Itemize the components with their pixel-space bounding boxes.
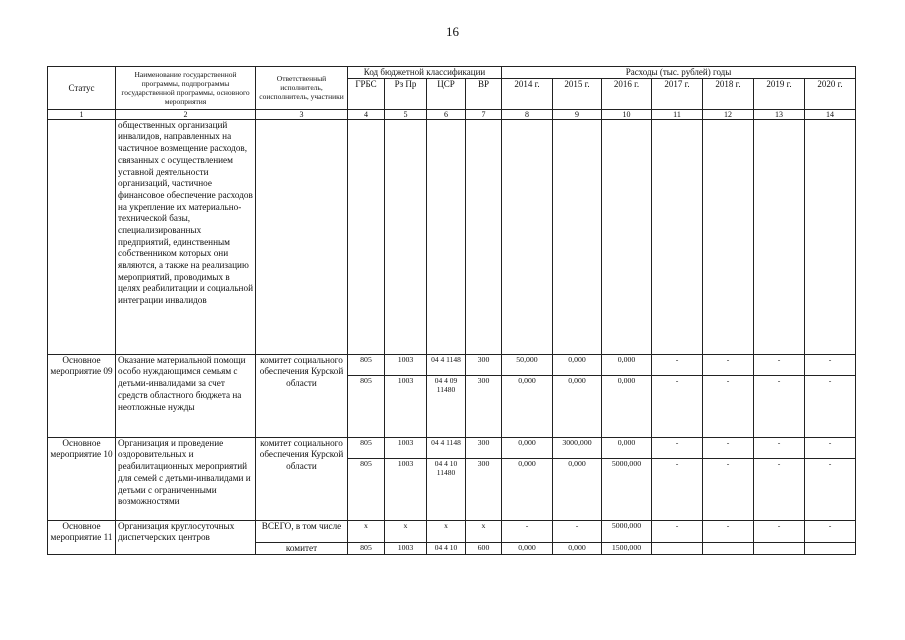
year-2018-cell — [703, 542, 754, 555]
row-name: Оказание материальной помощи особо нуждающимся семьям с детьми-инвалидами за счет средств областного бюджета на неотложные нужды — [116, 354, 256, 437]
continuation-row — [48, 119, 856, 354]
col-number: 3 — [256, 109, 348, 119]
col-number: 12 — [703, 109, 754, 119]
year-2014-cell: 50,000 — [502, 354, 553, 375]
header-rzpr: Рз Пр — [385, 78, 427, 109]
year-2018-cell: - — [703, 375, 754, 437]
year-2018-cell: - — [703, 458, 754, 520]
year-2014-cell: 0,000 — [502, 437, 553, 458]
col-number: 13 — [754, 109, 805, 119]
row-responsible: комитет социального обеспечения Курской области — [256, 354, 348, 437]
col-number: 5 — [385, 109, 427, 119]
vr-cell: 300 — [466, 375, 502, 437]
vr-cell: 300 — [466, 458, 502, 520]
csr-cell: 04 4 10 — [427, 542, 466, 555]
header-status: Статус — [48, 67, 116, 110]
header-csr: ЦСР — [427, 78, 466, 109]
row-status: Основное мероприятие 11 — [48, 520, 116, 555]
year-2017-cell: - — [652, 458, 703, 520]
rzpr-cell: 1003 — [385, 437, 427, 458]
year-2018-cell: - — [703, 354, 754, 375]
year-2018-cell: - — [703, 520, 754, 542]
grbs-cell: х — [348, 520, 385, 542]
year-2016-cell: 0,000 — [602, 354, 652, 375]
year-2016-cell: 0,000 — [602, 437, 652, 458]
year-2017-cell: - — [652, 354, 703, 375]
header-year-2015: 2015 г. — [553, 78, 602, 109]
grbs-cell: 805 — [348, 354, 385, 375]
col-number: 10 — [602, 109, 652, 119]
header-expenses: Расходы (тыс. рублей) годы — [502, 67, 856, 79]
continuation-text: общественных организаций инвалидов, направленных на частичное возмещение расходов, связанных с осуществлением уставной деятельности организаций, частичное финансовое обеспечение расходов на укрепление их материально-технической базы, специализированных предприятий, единственным собственником которых они являются, а также на реализацию мероприятий, проводимых в целях реабилитации и социальной интеграции инвалидов — [116, 119, 256, 354]
year-2019-cell: - — [754, 375, 805, 437]
year-2019-cell: - — [754, 458, 805, 520]
year-2014-cell: 0,000 — [502, 542, 553, 555]
col-number: 1 — [48, 109, 116, 119]
year-2015-cell: 0,000 — [553, 375, 602, 437]
year-2017-cell: - — [652, 437, 703, 458]
row-responsible: комитет — [256, 542, 348, 555]
rzpr-cell: 1003 — [385, 458, 427, 520]
grbs-cell: 805 — [348, 375, 385, 437]
header-year-2018: 2018 г. — [703, 78, 754, 109]
table-row — [48, 437, 856, 458]
year-2019-cell: - — [754, 354, 805, 375]
year-2014-cell: 0,000 — [502, 375, 553, 437]
grbs-cell: 805 — [348, 437, 385, 458]
budget-table — [47, 66, 856, 555]
col-number: 9 — [553, 109, 602, 119]
year-2014-cell: - — [502, 520, 553, 542]
rzpr-cell: 1003 — [385, 354, 427, 375]
rzpr-cell: 1003 — [385, 375, 427, 437]
table-row — [48, 354, 856, 375]
year-2016-cell: 5000,000 — [602, 520, 652, 542]
header-year-2017: 2017 г. — [652, 78, 703, 109]
year-2015-cell: 3000,000 — [553, 437, 602, 458]
year-2020-cell: - — [805, 375, 856, 437]
row-status: Основное мероприятие 09 — [48, 354, 116, 437]
vr-cell: х — [466, 520, 502, 542]
header-budget-code: Код бюджетной классификации — [348, 67, 502, 79]
year-2019-cell: - — [754, 520, 805, 542]
header-year-2014: 2014 г. — [502, 78, 553, 109]
grbs-cell: 805 — [348, 542, 385, 555]
col-number: 11 — [652, 109, 703, 119]
year-2016-cell: 5000,000 — [602, 458, 652, 520]
year-2014-cell: 0,000 — [502, 458, 553, 520]
header-year-2020: 2020 г. — [805, 78, 856, 109]
vr-cell: 300 — [466, 437, 502, 458]
year-2015-cell: 0,000 — [553, 354, 602, 375]
row-name: Организация круглосуточных диспетчерских центров — [116, 520, 256, 555]
csr-cell: 04 4 1148 — [427, 354, 466, 375]
csr-cell: 04 4 1148 — [427, 437, 466, 458]
header-vr: ВР — [466, 78, 502, 109]
year-2019-cell: - — [754, 437, 805, 458]
header-year-2019: 2019 г. — [754, 78, 805, 109]
col-number: 14 — [805, 109, 856, 119]
csr-cell: х — [427, 520, 466, 542]
year-2020-cell — [805, 542, 856, 555]
year-2018-cell: - — [703, 437, 754, 458]
header-grbs: ГРБС — [348, 78, 385, 109]
csr-cell: 04 4 09 11480 — [427, 375, 466, 437]
header-responsible: Ответственный исполнитель, соисполнитель, участники — [256, 67, 348, 110]
col-number: 6 — [427, 109, 466, 119]
column-number-row — [48, 109, 856, 119]
row-responsible: комитет социального обеспечения Курской области — [256, 437, 348, 520]
year-2017-cell: - — [652, 375, 703, 437]
row-responsible: ВСЕГО, в том числе — [256, 520, 348, 542]
year-2020-cell: - — [805, 458, 856, 520]
year-2017-cell: - — [652, 520, 703, 542]
year-2015-cell: 0,000 — [553, 458, 602, 520]
rzpr-cell: х — [385, 520, 427, 542]
col-number: 7 — [466, 109, 502, 119]
year-2015-cell: - — [553, 520, 602, 542]
header-year-2016: 2016 г. — [602, 78, 652, 109]
col-number: 4 — [348, 109, 385, 119]
year-2019-cell — [754, 542, 805, 555]
year-2016-cell: 1500,000 — [602, 542, 652, 555]
year-2015-cell: 0,000 — [553, 542, 602, 555]
year-2017-cell — [652, 542, 703, 555]
col-number: 8 — [502, 109, 553, 119]
grbs-cell: 805 — [348, 458, 385, 520]
csr-cell: 04 4 10 11480 — [427, 458, 466, 520]
year-2016-cell: 0,000 — [602, 375, 652, 437]
vr-cell: 300 — [466, 354, 502, 375]
rzpr-cell: 1003 — [385, 542, 427, 555]
year-2020-cell: - — [805, 354, 856, 375]
header-name: Наименование государственной программы, подпрограммы государственной программы, основного мероприятия — [116, 67, 256, 110]
year-2020-cell: - — [805, 437, 856, 458]
vr-cell: 600 — [466, 542, 502, 555]
col-number: 2 — [116, 109, 256, 119]
row-name: Организация и проведение оздоровительных и реабилитационных мероприятий для семей с детьми-инвалидами и детьми с ограниченными возможностями — [116, 437, 256, 520]
year-2020-cell: - — [805, 520, 856, 542]
table-row — [48, 520, 856, 542]
row-status: Основное мероприятие 10 — [48, 437, 116, 520]
page-number: 16 — [446, 24, 459, 39]
